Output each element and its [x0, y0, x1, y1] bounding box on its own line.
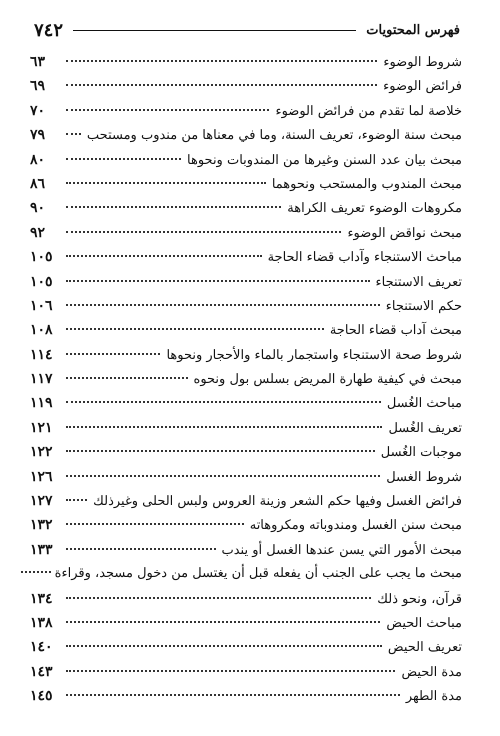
- toc-entry-page: ١١٧: [30, 371, 53, 388]
- toc-entry-page: ١١٤: [30, 346, 53, 363]
- toc-entry-title: فرائض الغسل وفيها حكم الشعر وزينة العروس ولبس الحلى وغيرذلك: [93, 494, 462, 510]
- toc-entry-title: مبحث سنة الوضوء، تعريف السنة، وما في معناها من مندوب ومستحب: [86, 128, 462, 144]
- toc-entry: [30, 688, 462, 712]
- dot-leader: [66, 133, 81, 135]
- toc-entry: [30, 542, 462, 566]
- toc-entry-title: مدة الحيض: [401, 664, 462, 680]
- toc-list: [30, 54, 462, 713]
- toc-entry: [30, 591, 462, 615]
- toc-entry-title: شروط الغسل: [386, 469, 462, 485]
- toc-entry: [30, 78, 462, 102]
- dot-leader: [66, 280, 370, 282]
- toc-entry-title: مبحث الأمور التي يسن عندها الغسل أو يندب: [221, 542, 462, 558]
- toc-entry-page: ١٢٧: [30, 493, 53, 510]
- toc-entry-page: ١٣٨: [30, 614, 53, 631]
- toc-entry: [30, 420, 462, 444]
- toc-entry-title: مبحث سنن الغسل ومندوباته ومكروهاته: [249, 518, 462, 534]
- toc-entry-page: ١٤٣: [30, 663, 53, 680]
- dot-leader: [66, 231, 341, 233]
- toc-entry-title: مباحث الحيض: [386, 615, 462, 631]
- toc-entry-title: موجبات الغُسل: [380, 445, 462, 461]
- toc-entry-page: ١٣٣: [30, 541, 53, 558]
- header-title: فهرس المحتويات: [366, 22, 460, 38]
- toc-entry: [30, 664, 462, 688]
- toc-entry-page: ١٢٦: [30, 468, 53, 485]
- toc-entry-title: قرآن، ونحو ذلك: [377, 591, 462, 607]
- toc-entry-title: تعريف الحيض: [387, 640, 462, 656]
- toc-entry: [30, 152, 462, 176]
- toc-entry: [30, 639, 462, 663]
- toc-entry-page: ٧٩: [30, 127, 46, 144]
- dot-leader: [66, 499, 87, 501]
- dot-leader: [21, 571, 51, 573]
- toc-entry: [30, 176, 462, 200]
- dot-leader: [66, 182, 266, 184]
- toc-entry: [30, 493, 462, 517]
- toc-entry-title: مبحث في كيفية طهارة المريض بسلس بول ونحوه: [193, 372, 462, 388]
- toc-entry-title: شروط الوضوء: [383, 55, 462, 70]
- toc-entry-title: تعريف الغُسل: [388, 420, 462, 436]
- toc-entry-page: ١٠٨: [30, 322, 53, 339]
- toc-entry-page: ٧٠: [30, 102, 46, 119]
- header-rule: [73, 30, 356, 31]
- dot-leader: [66, 109, 269, 111]
- toc-entry-title: مبحث نواقض الوضوء: [347, 225, 462, 241]
- toc-entry: [30, 249, 462, 273]
- dot-leader: [66, 60, 377, 62]
- toc-entry: [30, 322, 462, 346]
- toc-entry-title: مبحث آداب قضاء الحاجة: [329, 323, 462, 339]
- toc-entry-title: مباحث الغُسل: [386, 396, 462, 412]
- dot-leader: [66, 621, 380, 623]
- toc-entry-page: ١٠٥: [30, 273, 53, 290]
- toc-entry: [30, 298, 462, 322]
- dot-leader: [66, 597, 371, 599]
- toc-entry-page: ١٤٥: [30, 688, 53, 705]
- toc-entry-title: مباحث الاستنجاء وآداب قضاء الحاجة: [267, 250, 462, 266]
- dot-leader: [66, 353, 160, 355]
- toc-entry-title: مبحث بيان عدد السنن وغيرها من المندوبات ونحوها: [187, 152, 462, 168]
- toc-entry: [30, 395, 462, 419]
- dot-leader: [66, 304, 380, 306]
- dot-leader: [66, 450, 375, 452]
- dot-leader: [66, 401, 381, 403]
- toc-entry-page: ١٣٤: [30, 590, 53, 607]
- dot-leader: [66, 475, 380, 477]
- toc-entry-page: ٨٠: [30, 151, 46, 168]
- toc-entry-page: ١٤٠: [30, 639, 53, 656]
- toc-entry: [30, 615, 462, 639]
- toc-entry-title: خلاصة لما تقدم من فرائض الوضوء: [275, 103, 462, 119]
- toc-entry-page: ١٢١: [30, 419, 53, 436]
- toc-entry-page: ٩٢: [30, 224, 46, 241]
- toc-entry-page: ٦٩: [30, 78, 46, 95]
- toc-entry-title: مبحث المندوب والمستحب ونحوهما: [271, 176, 462, 192]
- toc-entry-page: ٩٠: [30, 200, 46, 217]
- dot-leader: [66, 523, 244, 525]
- toc-entry-title: شروط صحة الاستنجاء واستجمار بالماء والأحجار ونحوها: [166, 347, 462, 363]
- toc-entry: [30, 517, 462, 541]
- dot-leader: [66, 645, 382, 647]
- toc-entry-title: تعريف الاستنجاء: [375, 274, 462, 290]
- dot-leader: [66, 328, 324, 330]
- toc-entry: [30, 54, 462, 78]
- dot-leader: [66, 548, 216, 550]
- page-number: ٧٤٢: [34, 19, 64, 41]
- toc-entry-title: مبحث ما يجب على الجنب أن يفعله قبل أن يغتسل من دخول مسجد، وقراءة: [54, 566, 462, 582]
- toc-entry: [30, 200, 462, 224]
- dot-leader: [66, 158, 181, 160]
- dot-leader: [66, 377, 188, 379]
- dot-leader: [66, 255, 262, 257]
- toc-entry-title: مكروهات الوضوء تعريف الكراهة: [287, 201, 462, 217]
- page-header: [30, 14, 462, 46]
- toc-entry-page: ١٣٢: [30, 517, 53, 534]
- dot-leader: [66, 206, 281, 208]
- toc-entry: [30, 444, 462, 468]
- toc-entry-page: ١٠٥: [30, 249, 53, 266]
- toc-entry: [30, 347, 462, 371]
- toc-entry-page: ٨٦: [30, 175, 46, 192]
- toc-entry: [30, 274, 462, 298]
- dot-leader: [66, 426, 382, 428]
- toc-entry: [30, 371, 462, 395]
- dot-leader: [66, 84, 377, 86]
- toc-entry-title: مدة الطهر: [405, 689, 462, 705]
- toc-entry-page: ٦٣: [30, 54, 46, 70]
- toc-entry-page: ١٠٦: [30, 297, 53, 314]
- toc-entry-page: ١١٩: [30, 395, 53, 412]
- toc-entry: [30, 103, 462, 127]
- toc-entry: [30, 127, 462, 151]
- dot-leader: [66, 694, 400, 696]
- toc-entry-page: ١٢٢: [30, 444, 53, 461]
- dot-leader: [66, 670, 395, 672]
- toc-entry-title: فرائض الوضوء: [383, 79, 462, 95]
- toc-entry: [30, 225, 462, 249]
- toc-entry-title: حكم الاستنجاء: [385, 298, 462, 314]
- toc-entry: [30, 469, 462, 493]
- toc-entry: [30, 566, 462, 590]
